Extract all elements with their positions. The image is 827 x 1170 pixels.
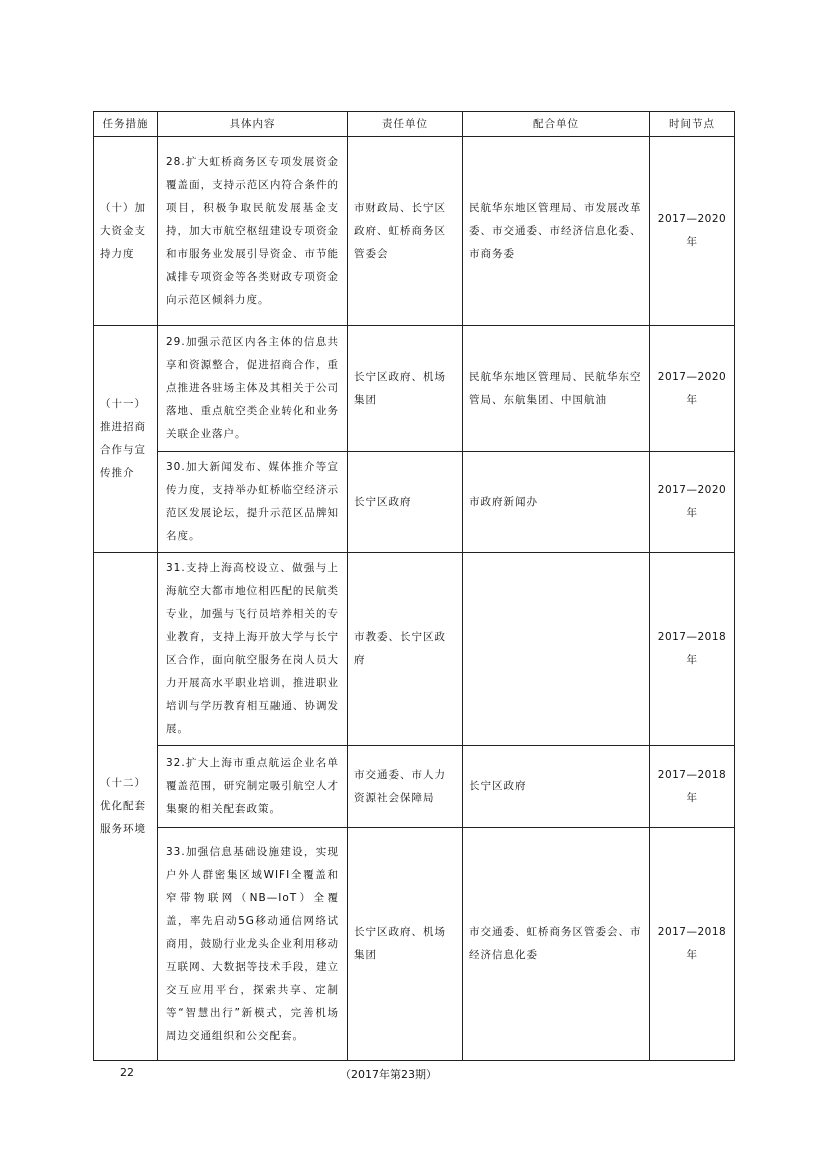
responsible-cell: 长宁区政府、机场集团: [348, 326, 463, 452]
responsible-cell: 市交通委、市人力资源社会保障局: [348, 746, 463, 828]
content-cell: 33.加强信息基础设施建设，实现户外人群密集区域WIFI全覆盖和窄带物联网（NB—IoT）全覆盖，率先启动5G移动通信网络试商用，鼓励行业龙头企业利用移动互联网、大数据等技术手段，建立交互应用平台，探索共享、定制等“智慧出行”新模式，完善机场周边交通组织和公交配套。: [158, 828, 348, 1061]
page-number: 22: [120, 1066, 134, 1079]
table-row: [94, 746, 735, 828]
header-cooperating: 配合单位: [463, 112, 650, 137]
cooperating-cell: 市交通委、虹桥商务区管委会、市经济信息化委: [463, 828, 650, 1061]
cooperating-cell: 民航华东地区管理局、民航华东空管局、东航集团、中国航油: [463, 326, 650, 452]
issue-label: （2017年第23期）: [340, 1068, 437, 1081]
measure-cell: （十一）推进招商合作与宣传推介: [94, 326, 158, 553]
content-cell: 31.支持上海高校设立、做强与上海航空大都市地位相匹配的民航类专业，加强与飞行员培养相关的专业教育，支持上海开放大学与长宁区合作，面向航空服务在岗人员大力开展高水平职业培训，推进职业培训与学历教育相互融通、协调发展。: [158, 553, 348, 746]
header-measure: 任务措施: [94, 112, 158, 137]
table-row: [94, 828, 735, 1061]
responsible-cell: 长宁区政府: [348, 452, 463, 553]
table-header-row: [94, 112, 735, 137]
cooperating-cell: [463, 553, 650, 746]
content-cell: 30.加大新闻发布、媒体推介等宣传力度，支持举办虹桥临空经济示范区发展论坛，提升示范区品牌知名度。: [158, 452, 348, 553]
content-cell: 29.加强示范区内各主体的信息共享和资源整合，促进招商合作，重点推进各驻场主体及其相关于公司落地、重点航空类企业转化和业务关联企业落户。: [158, 326, 348, 452]
cooperating-cell: 民航华东地区管理局、市发展改革委、市交通委、市经济信息化委、市商务委: [463, 137, 650, 326]
responsible-cell: 长宁区政府、机场集团: [348, 828, 463, 1061]
time-cell: 2017—2020年: [650, 452, 735, 553]
time-cell: 2017—2020年: [650, 137, 735, 326]
measure-cell: （十二）优化配套服务环境: [94, 553, 158, 1061]
table-row: [94, 553, 735, 746]
content-cell: 28.扩大虹桥商务区专项发展资金覆盖面，支持示范区内符合条件的项目，积极争取民航发展基金支持，加大市航空枢纽建设专项资金和市服务业发展引导资金、市节能减排专项资金等各类财政专项资金向示范区倾斜力度。: [158, 137, 348, 326]
responsible-cell: 市财政局、长宁区政府、虹桥商务区管委会: [348, 137, 463, 326]
measures-table: [93, 111, 735, 1061]
time-cell: 2017—2018年: [650, 828, 735, 1061]
time-cell: 2017—2018年: [650, 553, 735, 746]
table-row: [94, 137, 735, 326]
cooperating-cell: 市政府新闻办: [463, 452, 650, 553]
content-cell: 32.扩大上海市重点航运企业名单覆盖范围，研究制定吸引航空人才集聚的相关配套政策。: [158, 746, 348, 828]
measure-cell: （十）加大资金支持力度: [94, 137, 158, 326]
responsible-cell: 市教委、长宁区政府: [348, 553, 463, 746]
time-cell: 2017—2018年: [650, 746, 735, 828]
header-content: 具体内容: [158, 112, 348, 137]
header-time: 时间节点: [650, 112, 735, 137]
table-row: [94, 452, 735, 553]
table-row: [94, 326, 735, 452]
header-responsible: 责任单位: [348, 112, 463, 137]
time-cell: 2017—2020年: [650, 326, 735, 452]
cooperating-cell: 长宁区政府: [463, 746, 650, 828]
